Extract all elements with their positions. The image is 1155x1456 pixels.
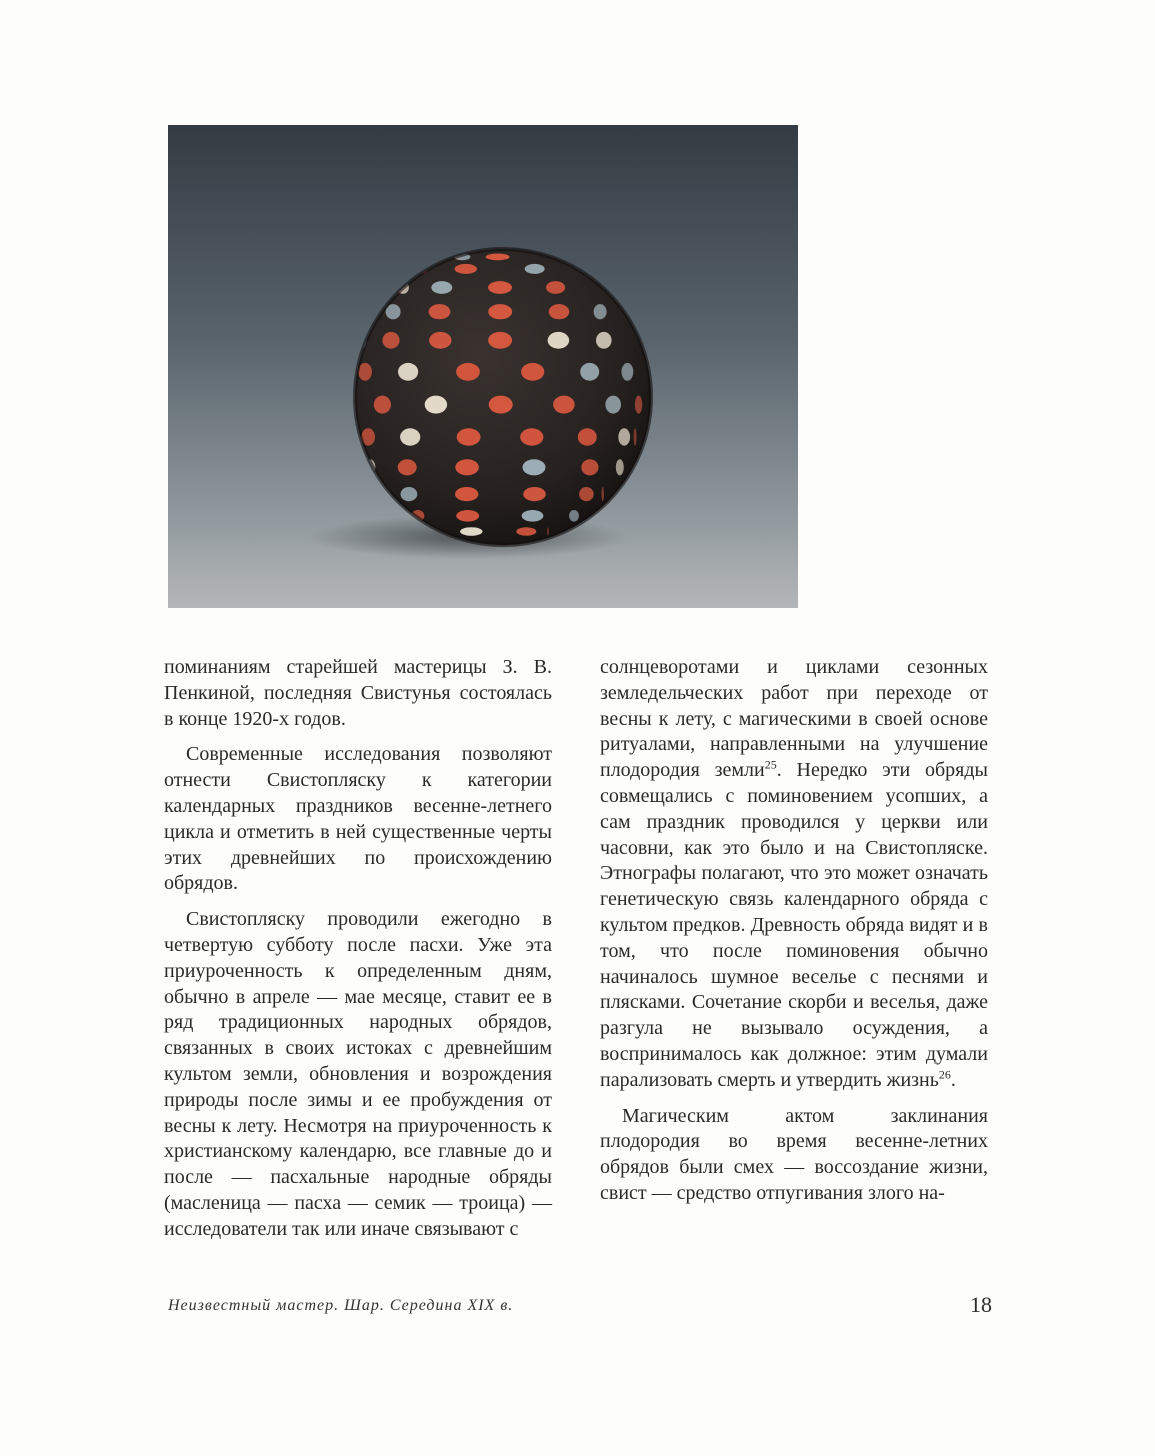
right-paragraph-1-part-c: . (950, 1068, 956, 1091)
right-paragraph-1 (600, 655, 988, 1094)
left-paragraph-1: поминаниям старейшей мастерицы З. В. Пенкиной, последняя Свистунья состоялась в конце 1920-х годов. (164, 656, 552, 730)
ball-spot (581, 459, 598, 475)
left-paragraph-3: Свистопляску проводили ежегодно в четвертую субботу после пасхи. Уже эта приуроченность к определенным дням, обычно в апреле — мае месяце, ставит ее в ряд традиционных народных обрядов, связанных в своих истоках с древнейшим культом земли, обновления и возрождения природы после зимы и ее пробуждения от весны к лету. Несмотря на приуроченность к христианскому календарю, все главные до и после — пасхальные народные обряды (масленица — пасха — семик — троица) — исследователи так или иначе связывают с (164, 908, 552, 1240)
ball-spot (488, 281, 512, 294)
ball-spot (569, 510, 579, 522)
page-number: 18 (970, 1292, 992, 1317)
ball-spot (579, 487, 594, 501)
ball-spot (429, 304, 451, 319)
ball-spot (382, 332, 399, 349)
ball-spot (457, 428, 481, 445)
ball-spot (400, 428, 420, 445)
right-paragraph-1-part-b: . Нередко эти обряды совмещались с поминовением усопших, а сам праздник проводился у церкви или часовни, как это было и на Свистопляске. Этнографы полагают, что это может означать генетическую связь календарного обряда с культом предков. Древность обряда видят и в том, что после поминовения обычно начиналось шумное веселье с песнями и плясками. Сочетание скорби и веселья, даже разгула не вызывало осуждения, а воспринималось как должное: этим думали парализовать смерть и утвердить жизнь (600, 759, 988, 1091)
ball-spot (460, 527, 482, 536)
ball-spot (553, 396, 575, 414)
ball-spot (455, 487, 478, 501)
ball-photograph (168, 125, 798, 608)
ball-spot (516, 527, 536, 536)
ball-spot (523, 459, 546, 475)
ball-spot (456, 510, 479, 522)
ball-spot (580, 363, 599, 381)
ball-spot (489, 396, 513, 414)
ball-spot (594, 304, 607, 319)
ball-spot (425, 396, 447, 414)
ball-spot (398, 363, 418, 381)
figure-caption: Неизвестный мастер. Шар. Середина XIX в. (168, 1297, 514, 1314)
ball-spot (374, 396, 391, 414)
ball-spot (520, 428, 543, 445)
ball-spot (488, 304, 512, 319)
ball-spot (549, 304, 570, 319)
ball-illustration (168, 125, 798, 608)
ball-spot (622, 363, 634, 381)
ball-spot (401, 487, 418, 501)
ball-spot (521, 363, 544, 381)
ball-spot (616, 459, 624, 475)
left-paragraph-2: Современные исследования позволяют отнести Свистопляску к категории календарных праздников весенне-летнего цикла и отметить в ней существенные черты этих древнейших по происхождению обрядов. (164, 743, 552, 895)
footnote-ref-26: 26 (938, 1067, 951, 1082)
right-text-column (600, 655, 988, 1207)
ball-spot (546, 281, 565, 294)
ball-spot (398, 459, 417, 475)
footnote-ref-25: 25 (764, 757, 777, 772)
ball-spot (548, 332, 570, 349)
ball-spot (634, 428, 637, 445)
ball-spot (455, 264, 477, 274)
ball-spot (431, 281, 452, 294)
ball-spot (635, 396, 642, 414)
ball-spot (578, 428, 597, 445)
right-paragraph-2: Магическим актом заклинания плодородия во время весенне-летних обрядов были смех — воссоздание жизни, свист — средство отпугивания злого на- (600, 1104, 988, 1204)
ball-spot (429, 332, 451, 349)
ball-spot (523, 487, 546, 501)
ball-spot (601, 487, 604, 501)
ball-spot (456, 363, 480, 381)
ball-spot (525, 264, 545, 274)
ball-spot (455, 459, 479, 475)
ball-spot (486, 254, 510, 261)
ball-spot (618, 428, 630, 445)
ball-spot (488, 332, 512, 349)
right-paragraph-1-part-a: солнцеворотами и циклами сезонных земледельческих работ при переходе от весны к лету, с магическими в своей основе ритуалами, направленными на улучшение плодородия земли (600, 656, 988, 782)
ball-spot (605, 396, 621, 414)
ball-spot (596, 332, 612, 349)
ball-spot (522, 510, 544, 522)
ball-spot (547, 527, 549, 536)
left-text-column (164, 655, 552, 1243)
